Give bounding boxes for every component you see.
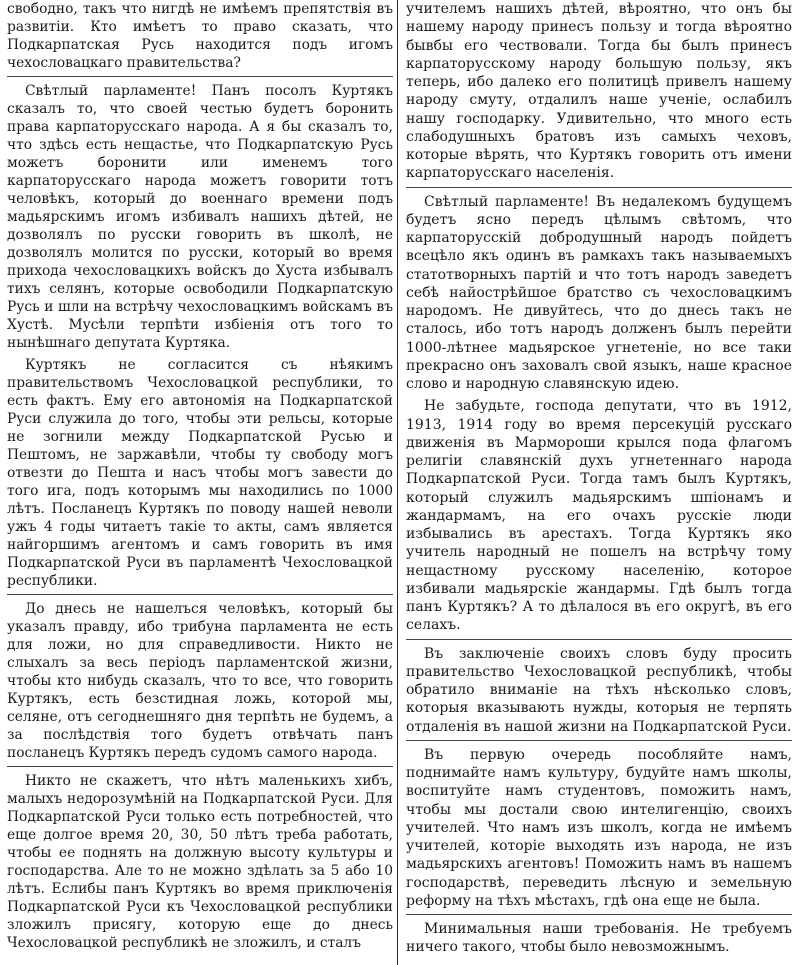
paragraph-divider [7,594,393,595]
paragraph-divider [7,766,393,767]
paragraph: Свѣтлый парламенте! Панъ посолъ Куртякъ сказалъ то, что своей честью будетъ боронить права карпаторусскаго народа. А я бы сказалъ то, что здѣсь есть нещастье, что Подкарпатскую Русь можетъ боронити или именемъ того карпаторусскаго народа можетъ говорити тотъ человѣкъ, который до военнаго времени подъ мадьярскимъ игомъ избивалъ нашихъ дѣтей, не дозволялъ по русски говорить въ школѣ, не дозволялъ молится по русски, который во время прихода чехословацкихъ войскъ до Хуста избывалъ тихъ селянъ, которые освободили Подкарпатскую Русь и шли на встрѣчу чехословацкимъ войскамъ въ Хустѣ. Мусѣли терпѣти избіенія отъ того то нынѣшнаго депутата Куртяка. [7,83,393,351]
paragraph-divider [406,914,792,915]
paragraph: Свѣтлый парламенте! Въ недалекомъ будущемъ будетъ ясно передъ цѣлымъ свѣтомъ, что карпаторусскій добродушный народъ пойдетъ всецѣло якъ одинъ въ рамкахъ такъ называемыхъ статотворныхъ партій и что тотъ народъ заведетъ себѣ найострѣйшое братство съ чехословацкимъ народомъ. Не дивуйтесь, что до днесь такъ не сталось, ибо тотъ народъ долженъ былъ перейти 1000-лѣтнее мадьярское угнетеніе, но все таки прекрасно онъ заховалъ свой языкъ, наше красное слово и народную славянскую идею. [406,193,792,392]
paragraph-divider [406,740,792,741]
left-column [7,0,393,956]
paragraph: Въ заключеніе своихъ словъ буду просить правительство Чехословацкой республикѣ, чтобы обратило вниманіе на тѣхъ нѣсколько словъ, которыя вказывають нужды, которыя не терпять отдаленія въ нашой жизни на Подкарпатской Руси. [406,645,792,735]
paragraph: Не забудьте, господа депутати, что въ 1912, 1913, 1914 году во время персекуцій русскаго движенія въ Мармороши крылся пода флагомъ религіи славянскій духъ угнетеннаго народа Подкарпатской Руси. Тогда тамъ былъ Куртякъ, который служилъ мадьярскимъ шпіонамъ и жандармамъ, на его очахъ русскіе люди избывались въ арестахъ. Тогда Куртякъ яко учитель народный не пошелъ на встрѣчу тому нещастному русскому населенію, которое избивали мадьярскіе жандармы. Гдѣ былъ тогда панъ Куртякъ? А то дѣлалося въ его округѣ, въ его селахъ. [406,398,792,634]
paragraph-divider [406,639,792,640]
paragraph: Куртякъ не согласится съ нѣякимъ правительствомъ Чехословацкой республики, то есть фактъ. Ему его автономія на Подкарпатской Руси служила до того, чтобы эти рельсы, которые не зогнили между Подкарпатской Русью и Пештомъ, не заржавѣли, чтобы ту свободу могъ отвезти до Пешта и насъ чтобы могъ завести до того ига, подъ которымъ мы находились по 1000 лѣтъ. Посланецъ Куртякъ по поводу нашей неволи ужъ 4 годы читаетъ такіе то акты, самъ является найгоршимъ агентомъ и самъ говорить въ имя Подкарпатской Руси въ парламентѣ Чехословацкой республики. [7,357,393,589]
paragraph: До днесь не нашелъся человѣкъ, который бы указалъ правду, ибо трибуна парламента не есть для ложи, но для справедливости. Никто не слыхалъ за весь періодъ парламентской жизни, чтобы кто нибудь сказалъ, что то все, что говорить Куртякъ, есть безстидная ложь, которой мы, селяне, отъ сегоднешняго дня терпѣть не будемъ, а за послѣдствія того будетъ отвѣчать панъ посланецъ Куртякъ передъ судомъ самого народа. [7,601,393,761]
paragraph: Въ первую очередь пособляйте намъ, поднимайте намъ культуру, будуйте намъ школы, воспитуйте намъ студентовъ, поможить намъ, чтобы мы достали свою интелигенцію, своихъ учителей. Что намъ изъ школъ, когда не имѣемъ учителей, которіе выходять изъ народа, не изъ мадьярскихъ агентовъ! Поможить намъ въ нашемъ господарствѣ, переведить лѣсную и земельную реформу на тѣхъ мѣстахъ, гдѣ она еще не была. [406,746,792,909]
paragraph: свободно, такъ что нигдѣ не имѣемъ препятствія въ развитіи. Кто имѣетъ то право сказать, что Подкарпатская Русь находится подъ игомъ чехословацкаго правительства? [7,1,393,71]
paragraph: Минимальныя наши требованія. Не требуемъ ничего такого, чтобы было невозможнымъ. [406,921,792,956]
column-rule [397,0,398,965]
right-column [406,0,792,961]
paragraph-divider [7,76,393,77]
paragraph-divider [406,187,792,188]
paragraph: Никто не скажетъ, что нѣтъ маленькихъ хибъ, малыхъ недорозумѣній на Подкарпатской Руси. Для Подкарпатской Руси только есть потребностей, что еще долгое время 20, 30, 50 лѣтъ треба работать, чтобы ее поднять на должную высоту культуры и господарства. Але то не можно здѣлать за 5 або 10 лѣтъ. Еслибы панъ Куртякъ во время приключенія Подкарпатской Руси къ Чехословацкой республики зложилъ присягу, которую еще до днесь Чехословацкой республикѣ не зложилъ, и сталъ [7,773,393,951]
paragraph: учителемъ нашихъ дѣтей, вѣроятно, что онъ бы нашему народу принесъ пользу и тогда вѣроятно бывбы его чествовали. Тогда бы былъ принесъ карпаторусскому народу большую пользу, якъ теперь, ибо далеко его политицѣ привелъ нашему народу смуту, отдалилъ наше ученіе, ослабилъ нашу господарку. Удивительно, что много есть слабодушныхъ братовъ изъ самыхъ чеховъ, которые вѣрять, что Куртякъ говорить отъ имени карпаторусскаго населенія. [406,1,792,182]
